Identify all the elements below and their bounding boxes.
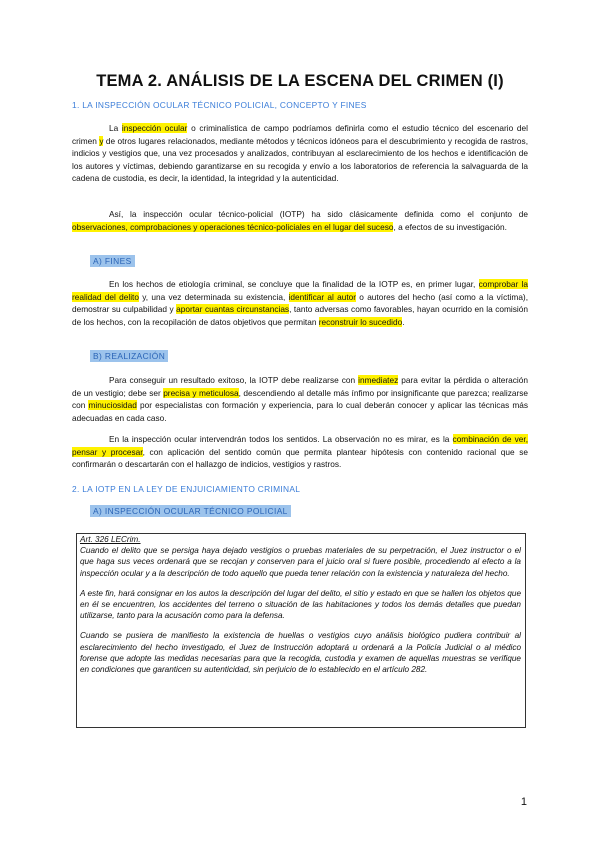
highlight: combinación de ver, pensar y procesar bbox=[72, 434, 528, 457]
paragraph-4: Para conseguir un resultado exitoso, la IOTP debe realizarse con inmediatez para evitar la pérdida o alteración de un vestigio; debe ser precisa y meticulosa, descendiendo al detalle más ínfimo por insignificante que parezca; realizarse con minuciosidad por especialistas con formación y experiencia, para lo cual deberán conocer y aplicar las técnicas más adecuadas en cada caso. bbox=[72, 375, 529, 423]
document-title: TEMA 2. ANÁLISIS DE LA ESCENA DEL CRIMEN (I) bbox=[96, 72, 504, 90]
section-heading-2: 2. LA IOTP EN LA LEY DE ENJUICIAMIENTO CRIMINAL bbox=[72, 484, 301, 494]
highlight: reconstruir lo sucedido bbox=[318, 316, 403, 327]
article-title: Art. 326 LECrim. bbox=[80, 535, 141, 544]
article-paragraph-1: Cuando el delito que se persiga haya dejado vestigios o pruebas materiales de su perpetración, el Juez instructor o el que haga sus veces ordenará que se recojan y conserven para el juicio oral si fuere posible, procediendo al efecto a la inspección ocular y a la descripción de todo aquello que pueda tener relación con la existencia y naturaleza del hecho. bbox=[80, 546, 521, 578]
subsection-inspeccion: A) INSPECCIÓN OCULAR TÉCNICO POLICIAL bbox=[90, 506, 291, 516]
subsection-realizacion: B) REALIZACIÓN bbox=[90, 351, 168, 361]
paragraph-1: La inspección ocular o criminalística de campo podríamos definirla como el estudio técnico del escenario del crimen y de otros lugares relacionados, mediante métodos y técnicos idóneos para el descubrimiento y recogida de rastros, indicios y vestigios que, una vez procesados y analizados, contribuyan al esclarecimiento de los hechos e identificación de los autores y víctimas, debiendo garantizarse en su recogida y envío a los laboratorios de referencia la salvaguarda de la cadena de custodia, es decir, la identidad, la integridad y la autenticidad. bbox=[72, 123, 529, 183]
highlight: inspección ocular bbox=[121, 123, 188, 133]
article-paragraph-2: A este fin, hará consignar en los autos la descripción del lugar del delito, el sitio y estado en que se hallen los objetos que en él se encuentren, los accidentes del terreno o situación de las habitaciones y todos los demás detalles que puedan utilizarse, tanto para la acusación como para la defensa. bbox=[80, 588, 521, 621]
legal-article-box bbox=[76, 533, 526, 728]
page-number: 1 bbox=[520, 796, 527, 808]
paragraph-2: Así, la inspección ocular técnico-policial (IOTP) ha sido clásicamente definida como el conjunto de observaciones, comprobaciones y operaciones técnico-policiales en el lugar del suceso, a efectos de su investigación. bbox=[72, 209, 528, 232]
subsection-fines: A) FINES bbox=[90, 256, 135, 266]
section-heading-1: 1. LA INSPECCIÓN OCULAR TÉCNICO POLICIAL, CONCEPTO Y FINES bbox=[72, 100, 367, 110]
paragraph-3: En los hechos de etiología criminal, se concluye que la finalidad de la IOTP es, en primer lugar, comprobar la realidad del delito y, una vez determinada su existencia, identificar al autor o autores del hecho (así como a la víctima), demostrar su culpabilidad y aportar cuantas circunstancias, tanto adversas como favorables, hayan ocurrido en la comisión de los hechos, con la recopilación de datos objetivos que permitan reconstruir lo sucedido. bbox=[72, 279, 528, 327]
highlight: observaciones, comprobaciones y operaciones técnico-policiales en el lugar del suceso bbox=[72, 221, 394, 232]
highlight: inmediatez bbox=[358, 375, 399, 385]
highlight: comprobar la realidad del delito bbox=[72, 279, 528, 302]
paragraph-5: En la inspección ocular intervendrán todos los sentidos. La observación no es mirar, es la combinación de ver, pensar y procesar, con aplicación del sentido común que permita plantear hipótesis con contenido racional que se confirmarán o descartarán con el hallazgo de indicios, vestigios y rastros. bbox=[72, 434, 529, 469]
highlight: minuciosidad bbox=[88, 400, 137, 410]
highlight: precisa y meticulosa bbox=[163, 387, 239, 398]
article-paragraph-3: Cuando se pusiera de manifiesto la existencia de huellas o vestigios cuyo análisis biológico pudiera contribuir al esclarecimiento del hecho investigado, el Juez de Instrucción adoptará u ordenará a la Policía Judicial o al médico forense que adopte las medidas necesarias para que la recogida, custodia y examen de aquellas muestras se verifique en condiciones que garanticen su autenticidad, sin perjuicio de lo establecido en el artículo 282. bbox=[80, 631, 521, 675]
highlight: y bbox=[99, 135, 104, 146]
highlight: aportar cuantas circunstancias bbox=[176, 304, 290, 314]
highlight: identificar al autor bbox=[288, 291, 357, 302]
